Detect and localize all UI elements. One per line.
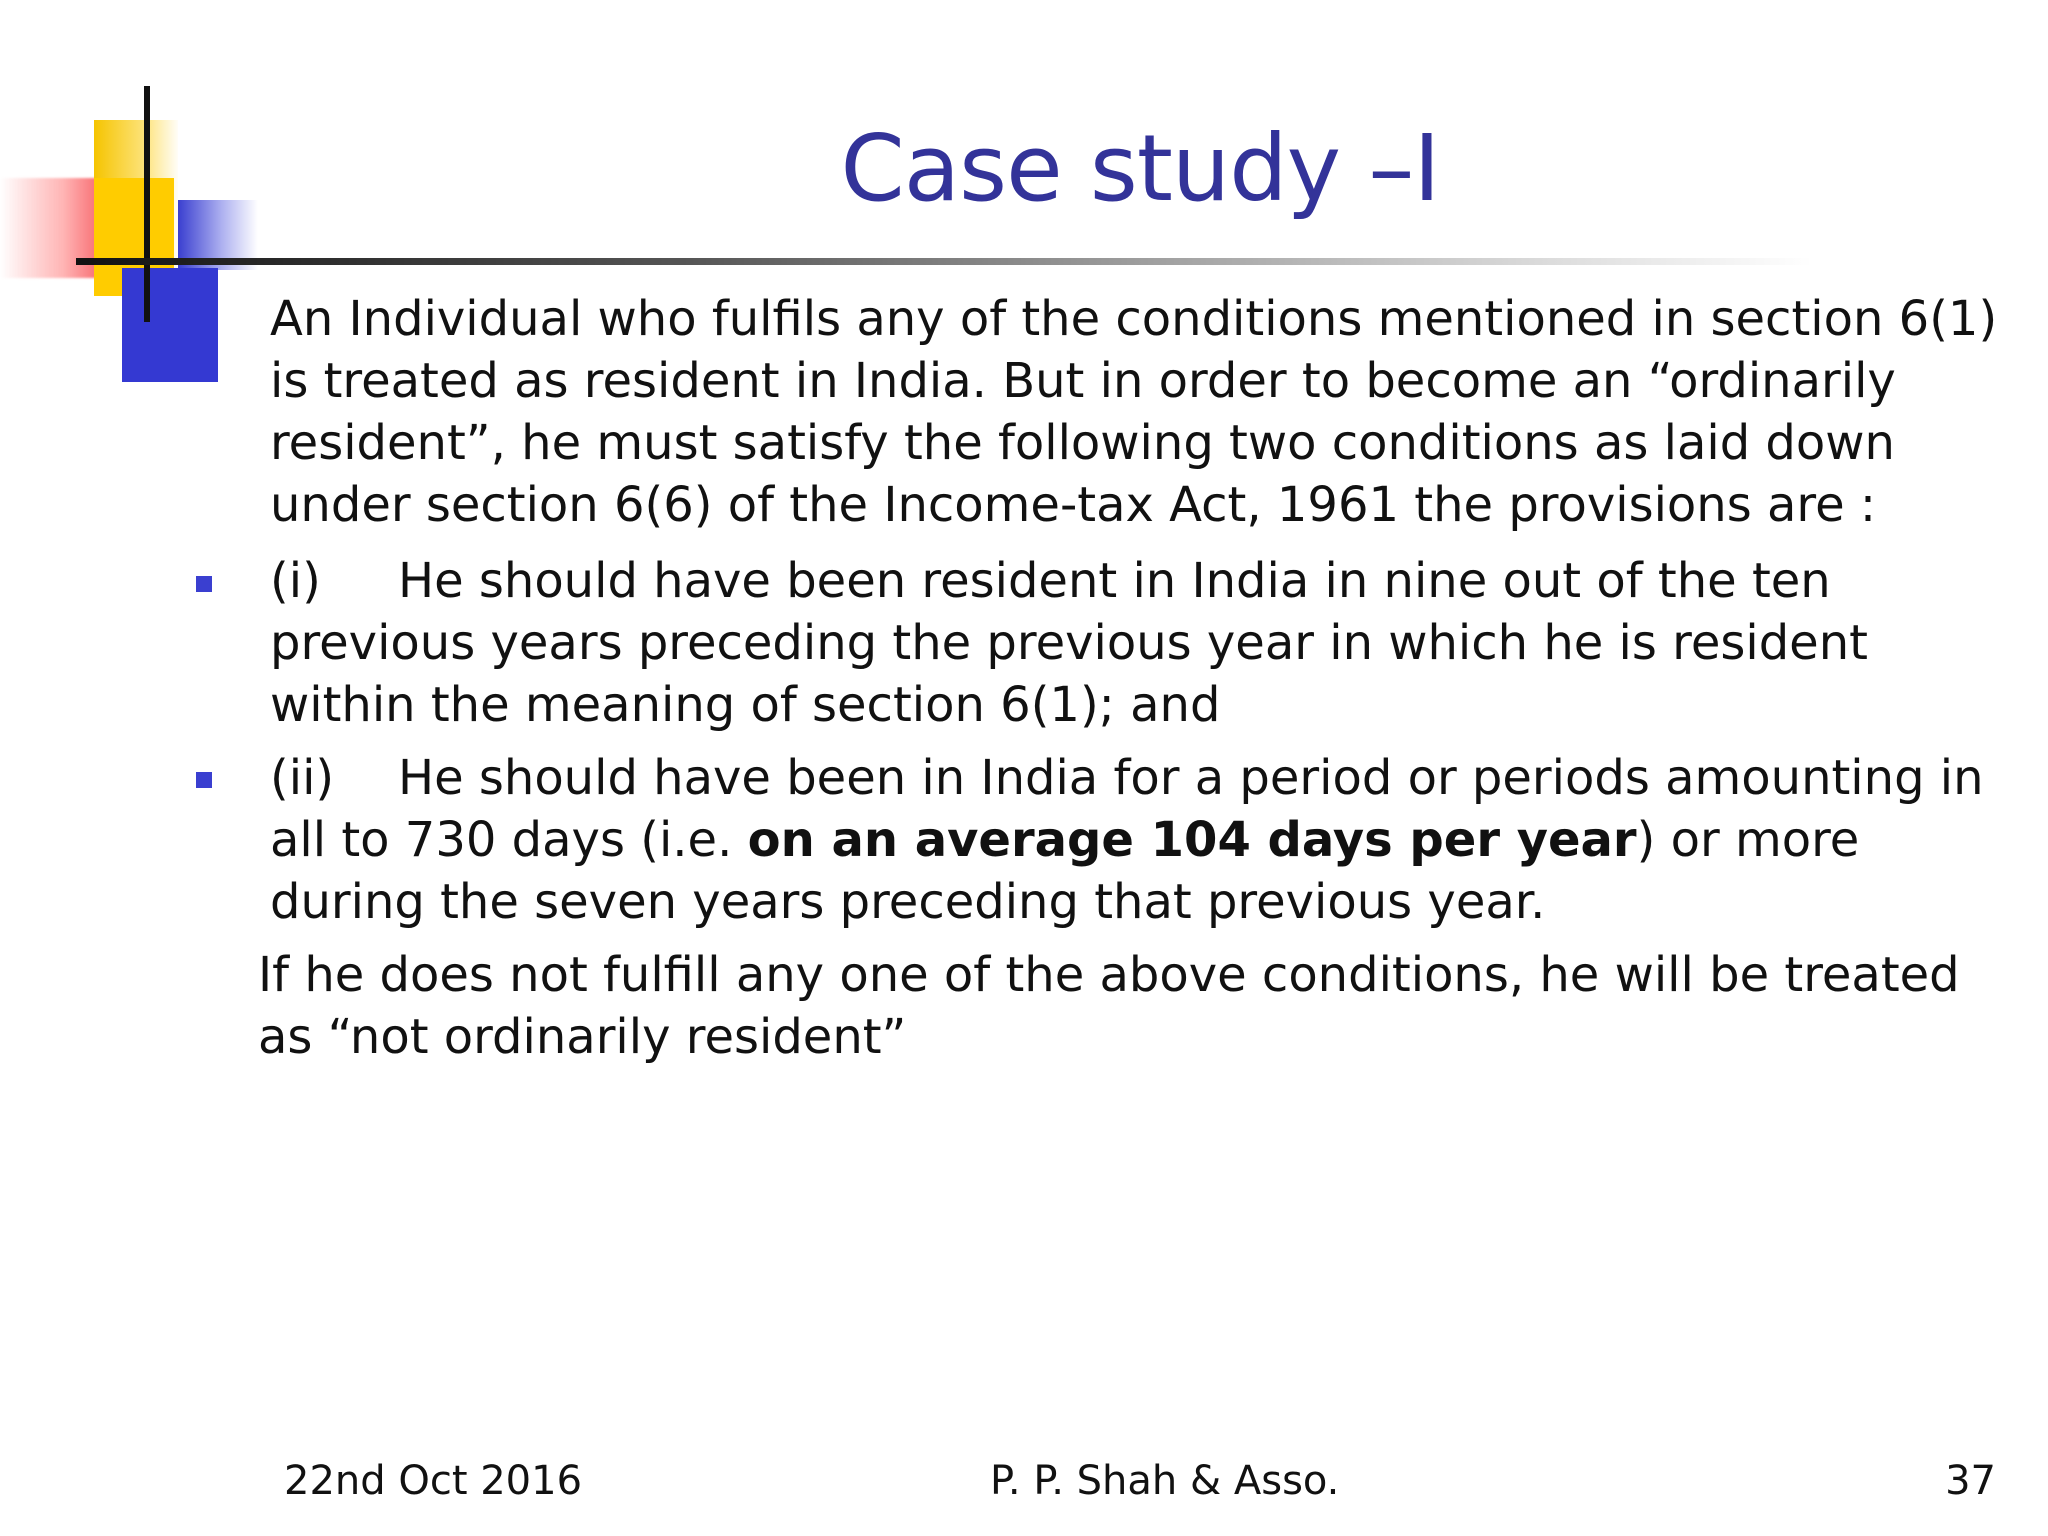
- condition-2-emphasis: on an average 104 days per year: [747, 812, 1637, 868]
- condition-1-number: (i): [270, 553, 321, 609]
- slide-title: Case study –I: [840, 115, 1440, 222]
- condition-2-text-before: He should have been in India for a period or periods amounting in all to 730 days (i.e.: [270, 750, 1984, 868]
- square-bullet-icon: [196, 576, 212, 592]
- blue-square: [122, 268, 218, 382]
- title-underline: [76, 258, 1812, 265]
- outro-paragraph: If he does not fulfill any one of the above conditions, he will be treated as “not ordinarily resident”: [258, 947, 1960, 1065]
- condition-1-text: He should have been resident in India in nine out of the ten previous years preceding the previous year in which he is resident within the meaning of section 6(1); and: [270, 553, 1868, 733]
- condition-1: [270, 550, 2000, 736]
- intro-paragraph: An Individual who fulfils any of the conditions mentioned in section 6(1) is treated as resident in India. But in order to become an “ordinarily resident”, he must satisfy the following two conditions as laid down under section 6(6) of the Income-tax Act, 1961 the provisions are :: [270, 291, 1998, 533]
- corner-decoration: [0, 0, 280, 400]
- square-bullet-icon: [196, 772, 212, 788]
- condition-2: [270, 747, 2000, 933]
- condition-2-text-after: ) or more during the seven years preceding that previous year.: [270, 812, 1860, 930]
- footer-firm: P. P. Shah & Asso.: [990, 1458, 1340, 1504]
- footer-date: 22nd Oct 2016: [284, 1458, 583, 1504]
- vertical-line: [144, 86, 150, 322]
- page-number: 37: [1945, 1458, 1996, 1504]
- condition-2-number: (ii): [270, 750, 335, 806]
